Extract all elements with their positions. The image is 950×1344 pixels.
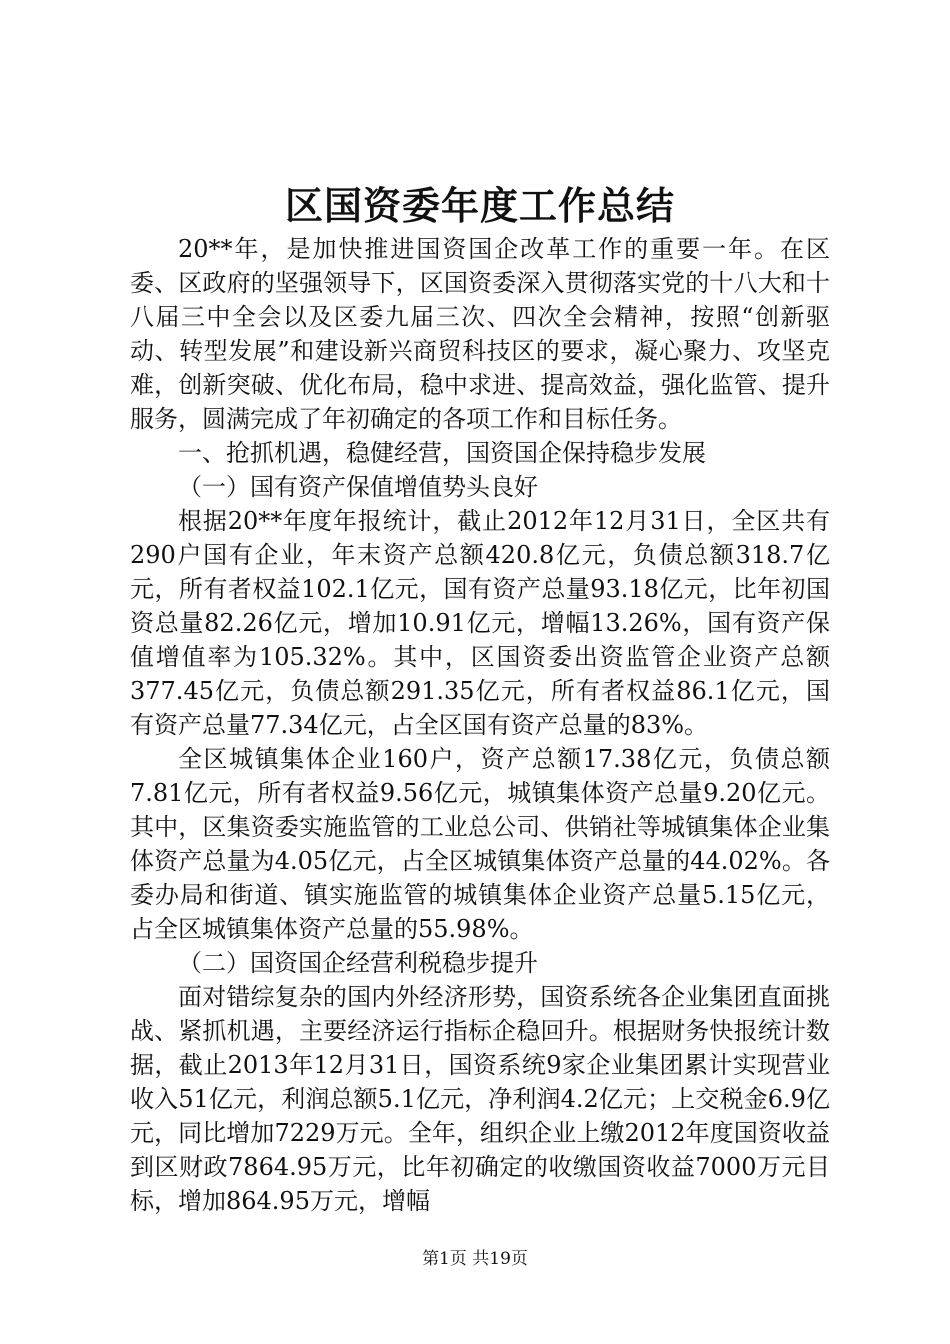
body-paragraph: 面对错综复杂的国内外经济形势，国资系统各企业集团直面挑战、紧抓机遇，主要经济运行指标企稳回升。根据财务快报统计数据，截止2013年12月31日，国资系统9家企业集团累计实现营业收入51亿元，利润总额5.1亿元，净利润4.2亿元；上交税金6.9亿元，同比增加7229万元。全年，组织企业上缴2012年度国资收益到区财政7864.95万元，比年初确定的收缴国资收益7000万元目标，增加864.95万元，增幅 (130, 983, 830, 1215)
body-paragraph: 全区城镇集体企业160户，资产总额17.38亿元，负债总额7.81亿元，所有者权益9.56亿元，城镇集体资产总量9.20亿元。其中，区集资委实施监管的工业总公司、供销社等城镇集体企业集体资产总量为4.05亿元，占全区城镇集体资产总量的44.02%。各委办局和街道、镇实施监管的城镇集体企业资产总量5.15亿元，占全区城镇集体资产总量的55.98%。 (130, 745, 830, 943)
subsection-heading-2: （二）国资国企经营利税稳步提升 (178, 949, 538, 977)
section-heading-1: 一、抢抓机遇，稳健经营，国资国企保持稳步发展 (178, 439, 706, 467)
body-paragraph: 根据20**年度年报统计，截止2012年12月31日，全区共有290户国有企业，年末资产总额420.8亿元，负债总额318.7亿元，所有者权益102.1亿元，国有资产总量93.18亿元，比年初国资总量82.26亿元，增加10.91亿元，增幅13.26%，国有资产保值增值率为105.32%。其中，区国资委出资监管企业资产总额377.45亿元，负债总额291.35亿元，所有者权益86.1亿元，国有资产总量77.34亿元，占全区国有资产总量的83%。 (130, 507, 830, 739)
document-page (130, 180, 830, 1218)
subsection-heading-1: （一）国有资产保值增值势头良好 (178, 473, 538, 501)
document-title: 区国资委年度工作总结 (284, 183, 675, 228)
intro-paragraph: 20**年，是加快推进国资国企改革工作的重要一年。在区委、区政府的坚强领导下，区国资委深入贯彻落实党的十八大和十八届三中全会以及区委九届三次、四次全会精神，按照“创新驱动、转型发展”和建设新兴商贸科技区的要求，凝心聚力、攻坚克难，创新突破、优化布局，稳中求进、提高效益，强化监管、提升服务，圆满完成了年初确定的各项工作和目标任务。 (130, 235, 830, 433)
page-footer: 第1页 共19页 (422, 1249, 528, 1269)
